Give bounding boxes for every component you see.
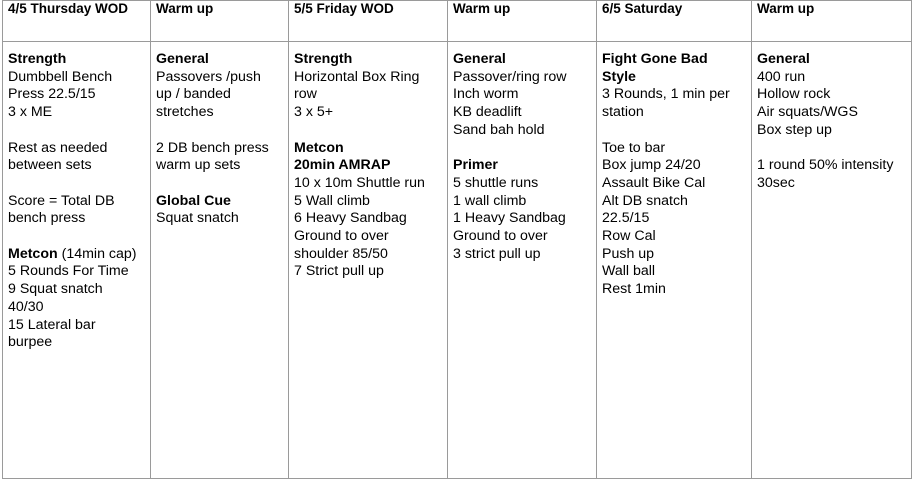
general-line: Hollow rock <box>757 86 831 103</box>
strength-title: Strength <box>8 51 67 67</box>
metcon-line: 40/30 <box>8 298 44 315</box>
rest-line: Rest as needed <box>8 139 108 156</box>
metcon-line: 15 Lateral bar <box>8 316 96 333</box>
general-line: stretches <box>156 104 214 121</box>
general-line: 400 run <box>757 68 806 85</box>
rest-line: between sets <box>8 157 92 174</box>
general-title: General <box>757 51 810 67</box>
friday-warmup-cell <box>448 42 597 479</box>
bench-line: warm up sets <box>156 157 241 174</box>
cue-title: Global Cue <box>156 192 231 209</box>
primer-title: Primer <box>453 157 498 174</box>
station-line: Row Cal <box>602 228 656 245</box>
station-line: Assault Bike Cal <box>602 174 706 191</box>
primer-line: 1 wall climb <box>453 192 527 209</box>
general-line: KB deadlift <box>453 104 522 121</box>
general-line: Inch worm <box>453 86 519 103</box>
primer-line: 1 Heavy Sandbag <box>453 210 566 227</box>
general-title: General <box>156 51 209 67</box>
metcon-line: shoulder 85/50 <box>294 245 388 262</box>
metcon-line: 7 Strict pull up <box>294 263 384 280</box>
metcon-heading: Metcon (14min cap) <box>8 245 137 262</box>
cue-line: Squat snatch <box>156 210 239 227</box>
station-line: Toe to bar <box>602 139 666 156</box>
general-line: Passovers /push <box>156 68 261 85</box>
metcon-line: Ground to over <box>294 228 389 245</box>
strength-line: 3 x 5+ <box>294 104 334 121</box>
score-line: bench press <box>8 210 86 227</box>
header-friday-wod: 5/5 Friday WOD <box>289 1 448 42</box>
station-line: Box jump 24/20 <box>602 157 701 174</box>
metcon-line: burpee <box>8 334 53 351</box>
station-line: Wall ball <box>602 263 656 280</box>
thursday-wod-cell <box>3 42 151 479</box>
strength-line: Horizontal Box Ring <box>294 68 420 85</box>
header-saturday-warmup: Warm up <box>752 1 912 42</box>
metcon-line: 10 x 10m Shuttle run <box>294 174 425 191</box>
strength-title: Strength <box>294 51 353 67</box>
friday-wod-cell <box>289 42 448 479</box>
header-row <box>3 1 912 42</box>
general-line: Sand bah hold <box>453 121 545 138</box>
metcon-title: Metcon <box>294 139 344 156</box>
header-thursday-warmup: Warm up <box>151 1 289 42</box>
round-line: 1 round 50% intensity <box>757 157 894 174</box>
content-row <box>3 42 912 479</box>
metcon-line: 5 Wall climb <box>294 192 370 209</box>
workout-title: Fight Gone Bad <box>602 51 708 67</box>
general-line: up / banded <box>156 86 231 103</box>
general-title: General <box>453 51 506 67</box>
strength-line: 3 x ME <box>8 104 53 121</box>
primer-line: Ground to over <box>453 228 548 245</box>
general-line: Box step up <box>757 121 832 138</box>
station-line: Alt DB snatch <box>602 192 688 209</box>
saturday-warmup-cell <box>752 42 912 479</box>
intro-line: 3 Rounds, 1 min per <box>602 86 730 103</box>
metcon-line: 6 Heavy Sandbag <box>294 210 407 227</box>
strength-line: Press 22.5/15 <box>8 86 96 103</box>
station-line: Push up <box>602 245 655 262</box>
workout-title: Style <box>602 68 636 85</box>
station-line: Rest 1min <box>602 281 666 298</box>
thursday-warmup-cell <box>151 42 289 479</box>
intro-line: station <box>602 104 644 121</box>
metcon-line: 5 Rounds For Time <box>8 263 129 280</box>
header-friday-warmup: Warm up <box>448 1 597 42</box>
primer-line: 5 shuttle runs <box>453 174 539 191</box>
saturday-wod-cell <box>597 42 752 479</box>
primer-line: 3 strict pull up <box>453 245 541 262</box>
score-line: Score = Total DB <box>8 192 115 209</box>
round-line: 30sec <box>757 174 795 191</box>
strength-line: row <box>294 86 317 103</box>
station-line: 22.5/15 <box>602 210 650 227</box>
general-line: Air squats/WGS <box>757 104 858 121</box>
bench-line: 2 DB bench press <box>156 139 269 156</box>
strength-line: Dumbbell Bench <box>8 68 113 85</box>
header-thursday-wod: 4/5 Thursday WOD <box>3 1 151 42</box>
metcon-subtitle: 20min AMRAP <box>294 157 391 174</box>
general-line: Passover/ring row <box>453 68 567 85</box>
wod-schedule-table <box>2 0 912 479</box>
header-saturday-wod: 6/5 Saturday <box>597 1 752 42</box>
metcon-line: 9 Squat snatch <box>8 281 103 298</box>
